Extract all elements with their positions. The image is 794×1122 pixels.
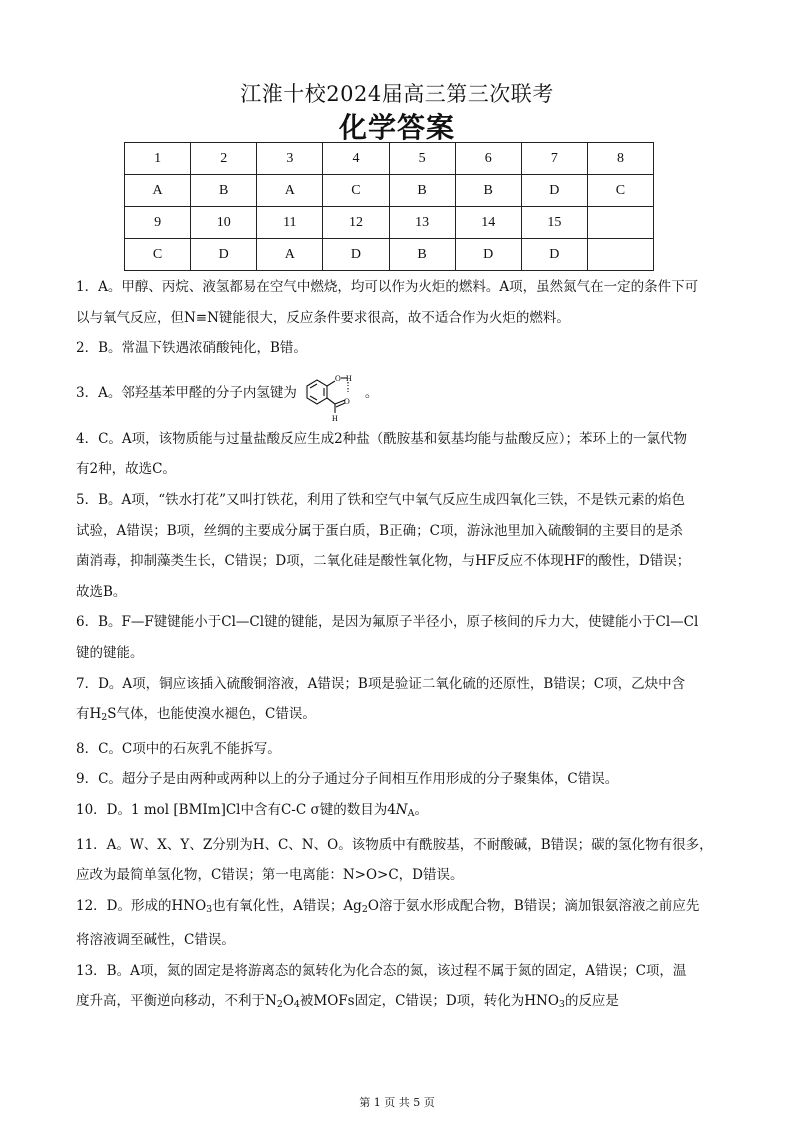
italic-symbol: N [395, 801, 408, 818]
table-cell: B [191, 175, 257, 207]
table-cell: 12 [323, 207, 389, 239]
answer-4-line-1: 4．C。A项，该物质能与过量盐酸反应生成2种盐（酰胺基和氨基均能与盐酸反应）；苯环上的一氯代物 [76, 430, 688, 447]
answer-5-line-2: 试验，A错误；B项，丝绸的主要成分属于蛋白质，B正确；C项，游泳池里加入硫酸铜的主要目的是杀 [76, 522, 683, 539]
table-cell: B [389, 175, 455, 207]
text-run: 。 [414, 801, 428, 818]
oxygen-label: O [343, 396, 350, 406]
table-cell: 6 [455, 143, 521, 175]
table-cell: 7 [521, 143, 587, 175]
table-cell: D [455, 239, 521, 271]
hydrogen-label: H [345, 373, 352, 383]
answer-table [124, 142, 654, 271]
answer-1-line-1: 1．A。甲醇、丙烷、液氢都易在空气中燃烧，均可以作为火炬的燃料。A项，虽然氮气在一定的条件下可 [76, 279, 699, 295]
answer-5-line-1: 5．B。A项，“铁水打花”又叫打铁花，利用了铁和空气中氧气反应生成四氧化三铁，不是铁元素的焰色 [76, 491, 686, 508]
answer-2: 2．B。常温下铁遇浓硝酸钝化，B错。 [76, 340, 307, 357]
subscript: 2 [361, 903, 368, 915]
subscript: 3 [206, 903, 213, 915]
page-footer: 第 1 页 共 5 页 [359, 1096, 435, 1109]
answer-6-line-2: 键的键能。 [76, 644, 144, 661]
subscript: 2 [276, 999, 283, 1011]
oxygen-label: O [334, 373, 341, 383]
answer-4-line-2: 有2种，故选C。 [76, 461, 176, 478]
table-cell: 9 [125, 207, 191, 239]
answer-5-line-3: 菌消毒，抑制藻类生长，C错误；D项，二氧化硅是酸性氧化物，与HF反应不体现HF的酸性，D错误； [76, 553, 691, 570]
text-run: 12．D。形成的HNO [76, 897, 207, 914]
table-cell: B [389, 239, 455, 271]
table-row [125, 239, 654, 271]
hydrogen-label: H [331, 413, 338, 423]
table-cell: C [587, 175, 653, 207]
answer-5-line-4: 故选B。 [76, 583, 127, 600]
table-cell: 11 [257, 207, 323, 239]
answer-11-line-2: 应改为最简单氢化物，C错误；第一电离能：N>O>C，D错误。 [76, 867, 464, 884]
subscript: 4 [293, 999, 300, 1011]
table-cell: C [323, 175, 389, 207]
text-run: S气体，也能使溴水褪色，C错误。 [107, 706, 316, 723]
table-cell: D [521, 175, 587, 207]
answer-explanations [76, 272, 718, 1021]
text-run: 也有氧化性，A错误；Ag [212, 897, 362, 914]
answer-12-line-2: 将溶液调至碱性，C错误。 [76, 932, 235, 949]
text-run: 的反应是 [564, 993, 619, 1010]
hydrogen-bond-structure-diagram [297, 364, 365, 424]
table-cell: 13 [389, 207, 455, 239]
text-run: O [282, 993, 294, 1010]
table-cell: C [125, 239, 191, 271]
table-cell: A [257, 175, 323, 207]
text-run: 度升高，平衡逆向移动，不利于N [76, 993, 277, 1010]
answer-3-end: 。 [364, 385, 379, 402]
answer-13-line-1: 13．B。A项，氮的固定是将游离态的氮转化为化合态的氮，该过程不属于氮的固定，A错误；C项，温 [76, 962, 687, 979]
table-cell: 4 [323, 143, 389, 175]
text-run: 有H [76, 706, 102, 723]
table-cell: 5 [389, 143, 455, 175]
answer-8: 8．C。C项中的石灰乳不能拆写。 [76, 740, 281, 757]
table-cell: B [455, 175, 521, 207]
text-run: O溶于氨水形成配合物，B错误；滴加银氨溶液之前应先 [367, 897, 700, 914]
answer-6-line-1: 6．B。F—F键键能小于Cl—Cl键的键能，是因为氟原子半径小，原子核间的斥力大，使键能小于Cl—Cl [76, 614, 699, 631]
table-row [125, 143, 654, 175]
table-cell: 15 [521, 207, 587, 239]
answer-9: 9．C。超分子是由两种或两种以上的分子通过分子间相互作用形成的分子聚集体，C错误。 [76, 771, 619, 788]
answer-1-line-2: 以与氧气反应，但N≡N键能很大，反应条件要求很高，故不适合作为火炬的燃料。 [76, 309, 570, 326]
table-cell [587, 239, 653, 271]
table-cell: 2 [191, 143, 257, 175]
table-cell: D [323, 239, 389, 271]
subscript: A [407, 807, 415, 819]
table-cell: 8 [587, 143, 653, 175]
table-cell: 1 [125, 143, 191, 175]
table-cell: 10 [191, 207, 257, 239]
table-cell [587, 207, 653, 239]
table-row [125, 207, 654, 239]
table-cell: 3 [257, 143, 323, 175]
answer-12-line-1 [76, 891, 718, 926]
answer-11-line-1: 11．A。W、X、Y、Z分别为H、C、N、O。该物质中有酰胺基，不耐酸碱，B错误；碳的氢化物有很多， [76, 836, 713, 853]
table-cell: 14 [455, 207, 521, 239]
answer-3 [76, 364, 718, 424]
table-cell: D [191, 239, 257, 271]
answer-7-line-1: 7．D。A项，铜应该插入硫酸铜溶液，A错误；B项是验证二氧化硫的还原性，B错误；C项，乙炔中含 [76, 675, 686, 692]
subscript: 3 [558, 999, 565, 1011]
answer-10 [76, 795, 718, 830]
table-cell: A [125, 175, 191, 207]
table-cell: A [257, 239, 323, 271]
document-subtitle: 化学答案 [338, 111, 455, 144]
table-cell: D [521, 239, 587, 271]
answer-13-line-2 [76, 986, 718, 1021]
answer-3-text: 3．A。邻羟基苯甲醛的分子内氢键为 [76, 385, 297, 402]
table-row [125, 175, 654, 207]
subscript: 2 [101, 712, 108, 724]
text-run: 被MOFs固定，C错误；D项，转化为HNO [299, 993, 559, 1010]
text-run: 10．D。1 mol [BMIm]Cl中含有C-C σ键的数目为4 [76, 801, 396, 818]
answer-7-line-2 [76, 699, 718, 734]
exam-title: 江淮十校2024届高三第三次联考 [240, 82, 554, 106]
